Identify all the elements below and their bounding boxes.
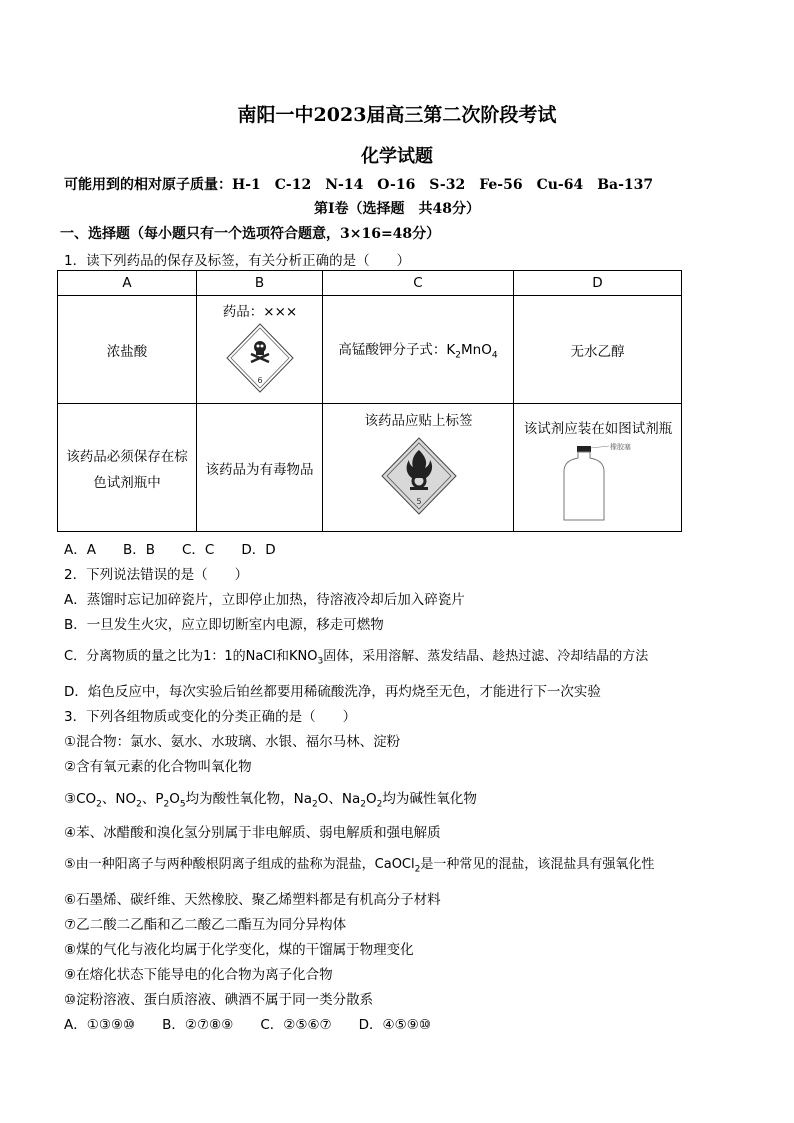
exam-subtitle: 化学试题 — [361, 146, 433, 167]
cell-c-formula: 高锰酸钾分子式：$K_2MnO_4$ — [323, 296, 514, 404]
atomic-masses: 可能用到的相对原子质量：H-1 C-12 N-14 O-16 S-32 Fe-56 Cu-64 Ba-137 — [64, 177, 654, 193]
sticker-text: 该药品应贴上标签 — [364, 413, 473, 429]
q1-table — [57, 270, 682, 532]
table-row — [58, 296, 682, 404]
exam-title: 南阳一中2023届高三第二次阶段考试 — [237, 104, 557, 126]
q2-stem: 2．下列说法错误的是（ ） — [64, 567, 249, 583]
q3-statement-3: $③CO_2$、$NO_2$、$P_2O_5$均为酸性氧化物，$Na_2O$、$Na_2O_2$均为碱性氧化物 — [64, 791, 477, 810]
q3-options: A．①③⑨⑩ B．②⑦⑧⑨ C．②⑤⑥⑦ D．④⑤⑨⑩ — [64, 1017, 431, 1033]
cell-a-substance: 浓盐酸 — [58, 296, 197, 404]
q3-statement-9: ⑨在熔化状态下能导电的化合物为离子化合物 — [64, 967, 333, 983]
cell-b-statement: 该药品为有毒物品 — [197, 404, 323, 532]
table-header-row — [58, 271, 682, 296]
q3-statement-8: ⑧煤的气化与液化均属于化学变化，煤的干馏属于物理变化 — [64, 942, 414, 958]
bottle-statement-text: 该试剂应装在如图试剂瓶 — [523, 421, 673, 437]
cell-d-substance: 无水乙醇 — [514, 296, 682, 404]
header-d: D — [514, 271, 682, 296]
q2-option-c: C．分离物质的量之比为1：1的NaCl和$KNO_3$固体，采用溶解、蒸发结晶、趁热过滤、冷却结晶的方法 — [64, 649, 649, 667]
oxidizer-flame-icon — [380, 436, 458, 516]
header-a: A — [58, 271, 197, 296]
drug-label-text: 药品：××× — [222, 304, 298, 320]
q3-statement-1: ①混合物：氯水、氨水、水玻璃、水银、福尔马林、淀粉 — [64, 734, 401, 750]
table-row — [58, 404, 682, 532]
cell-a-statement: 该药品必须保存在棕 色试剂瓶中 — [58, 404, 197, 532]
section-title: 一、选择题（每小题只有一个选项符合题意，3×16=48分） — [60, 226, 441, 242]
cell-d-statement — [514, 404, 682, 532]
cell-c-statement — [323, 404, 514, 532]
q1-stem: 1．读下列药品的保存及标签，有关分析正确的是（ ） — [64, 253, 411, 269]
q3-statement-10: ⑩淀粉溶液、蛋白质溶液、碘酒不属于同一类分散系 — [64, 992, 374, 1008]
q3-statement-5: ⑤由一种阳离子与两种酸根阴离子组成的盐称为混盐，CaOCl$_2$是一种常见的混盐，该混盐具有强氧化性 — [64, 857, 655, 875]
rubber-stopper-label: 橡胶塞 — [610, 443, 631, 451]
q3-stem: 3．下列各组物质或变化的分类正确的是（ ） — [64, 709, 357, 725]
toxic-skull-icon — [225, 322, 295, 394]
q2-option-b: B．一旦发生火灾，应立即切断室内电源，移走可燃物 — [64, 617, 384, 633]
q1-options: A．A B．B C．C D．D — [64, 542, 276, 558]
toxic-sign-number: 6 — [257, 376, 263, 385]
q3-statement-6: ⑥石墨烯、碳纤维、天然橡胶、聚乙烯塑料都是有机高分子材料 — [64, 892, 441, 908]
header-b: B — [197, 271, 323, 296]
q3-statement-4: ④苯、冰醋酸和溴化氢分别属于非电解质、弱电解质和强电解质 — [64, 825, 441, 841]
cell-b-label — [197, 296, 323, 404]
part-title: 第Ⅰ卷（选择题 共48分） — [313, 201, 481, 217]
oxidizer-sign-number: 5 — [416, 497, 422, 506]
q2-option-a: A．蒸馏时忘记加碎瓷片，立即停止加热，待溶液冷却后加入碎瓷片 — [64, 592, 465, 608]
q3-statement-7: ⑦乙二酸二乙酯和乙二酸乙二酯互为同分异构体 — [64, 917, 347, 933]
q3-statement-2: ②含有氧元素的化合物叫氧化物 — [64, 759, 252, 775]
reagent-bottle-icon — [554, 442, 634, 524]
header-c: C — [323, 271, 514, 296]
q2-option-d: D．焰色反应中，每次实验后铂丝都要用稀硫酸洗净，再灼烧至无色，才能进行下一次实验 — [64, 684, 601, 700]
